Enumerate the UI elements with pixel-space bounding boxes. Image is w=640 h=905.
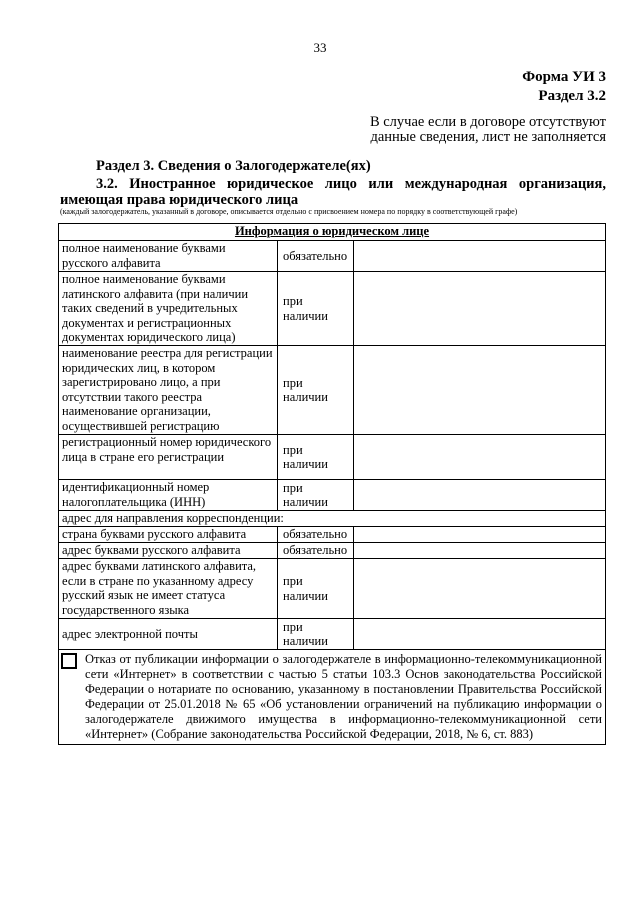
field-label: наименование реестра для регистрации юридических лиц, в котором зарегистрировано лицо, а при отсутствии такого реестра наименование организации, осуществившей регистрацию [59, 346, 278, 435]
field-value-name-latin[interactable] [354, 272, 606, 346]
field-value-name-russian[interactable] [354, 241, 606, 272]
field-value-registration-number[interactable] [354, 435, 606, 480]
table-row [59, 272, 606, 346]
field-value-country[interactable] [354, 527, 606, 543]
table-header [59, 224, 606, 241]
table-row [59, 346, 606, 435]
consent-cell [59, 650, 606, 745]
form-note [370, 115, 606, 145]
field-requirement: при наличии [278, 346, 354, 435]
consent-row [59, 650, 606, 745]
form-code: Форма УИ 3 [522, 69, 606, 85]
address-header-row [59, 511, 606, 527]
field-label: адрес буквами русского алфавита [59, 543, 278, 559]
address-header: адрес для направления корреспонденции: [59, 511, 606, 527]
page-number: 33 [313, 40, 327, 55]
field-requirement: обязательно [278, 527, 354, 543]
field-label: регистрационный номер юридического лица в стране его регистрации [59, 435, 278, 480]
table-row [59, 543, 606, 559]
table-row [59, 435, 606, 480]
field-requirement: обязательно [278, 543, 354, 559]
subsection-hint: (каждый залогодержатель, указанный в договоре, описывается отдельно с присвоением номера по порядку в соответствующей графе) [60, 207, 518, 216]
form-section-code: Раздел 3.2 [538, 88, 606, 104]
table-row [59, 619, 606, 650]
form-code-block [522, 68, 606, 106]
subsection-title [60, 176, 606, 208]
field-label: адрес буквами латинского алфавита, если в стране по указанному адресу русский язык не имеет статуса государственного языка [59, 559, 278, 619]
publication-refusal-text: Отказ от публикации информации о залогодержателе в информационно-телекоммуникационной сети «Интернет» в соответствии с частью 5 статьи 103.3 Основ законодательства Российской Федерации о нотариате по основанию, указанному в постановлении Правительства Российской Федерации от 25.01.2018 № 65 «Об установлении ограничений на публикацию информации о залогодержателе движимого имущества в информационно-телекоммуникационной сети «Интернет» (Собрание законодательства Российской Федерации, 2018, № 6, ст. 883) [85, 652, 602, 741]
field-value-registry-name[interactable] [354, 346, 606, 435]
field-requirement: при наличии [278, 619, 354, 650]
table-row [59, 527, 606, 543]
field-requirement: обязательно [278, 241, 354, 272]
table-row [59, 241, 606, 272]
field-label: полное наименование буквами латинского алфавита (при наличии таких сведений в учредительных документах и регистрационных документах юридического лица) [59, 272, 278, 346]
section-title: Раздел 3. Сведения о Залогодержателе(ях) [96, 158, 371, 174]
field-label: страна буквами русского алфавита [59, 527, 278, 543]
form-note-line-1: В случае если в договоре отсутствуют [369, 114, 606, 130]
field-value-inn[interactable] [354, 480, 606, 511]
field-requirement: при наличии [278, 480, 354, 511]
field-requirement: при наличии [278, 559, 354, 619]
table-header-text: Информация о юридическом лице [234, 224, 430, 238]
field-label: идентификационный номер налогоплательщика (ИНН) [59, 480, 278, 511]
table-header-row [59, 224, 606, 241]
field-value-address-latin[interactable] [354, 559, 606, 619]
subsection-title-line-2: имеющая права юридического лица [60, 192, 299, 208]
form-note-line-2: данные сведения, лист не заполняется [370, 129, 606, 145]
publication-refusal-checkbox[interactable] [61, 653, 77, 669]
field-requirement: при наличии [278, 272, 354, 346]
subsection-title-line-1: 3.2. Иностранное юридическое лицо или международная организация, [96, 176, 606, 192]
field-label: полное наименование буквами русского алфавита [59, 241, 278, 272]
table-row [59, 480, 606, 511]
legal-entity-info-table [58, 223, 606, 745]
field-value-address-russian[interactable] [354, 543, 606, 559]
field-requirement: при наличии [278, 435, 354, 480]
field-value-email[interactable] [354, 619, 606, 650]
field-label: адрес электронной почты [59, 619, 278, 650]
table-row [59, 559, 606, 619]
